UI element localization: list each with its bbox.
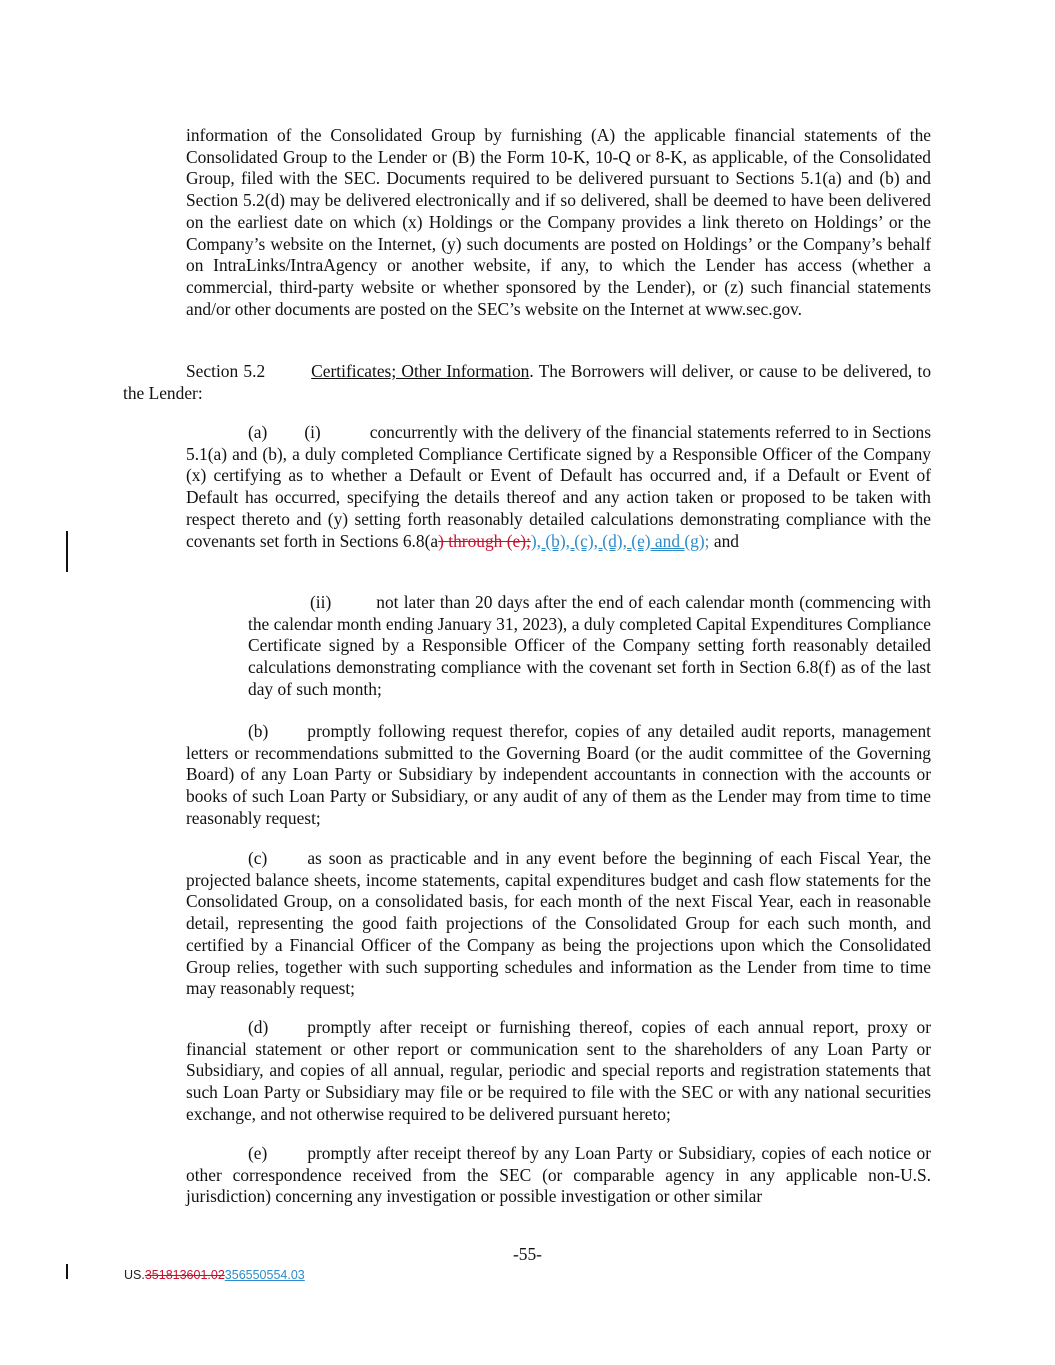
page-number: -55- [513,1244,542,1264]
change-bar [66,531,68,572]
doc-id-prefix: US. [124,1268,145,1282]
item-d [186,1017,931,1126]
section-number: Section 5.2 [186,361,266,381]
footer-change-bar [66,1264,68,1279]
item-d-label: (d) [248,1017,269,1037]
item-c-label: (c) [248,848,268,868]
paragraph-intro: information of the Consolidated Group by furnishing (A) the applicable financial statements of the Consolidated Group to the Lender or (B) the Form 10-K, 10-Q or 8-K, as applicable, of the Consolidated Group, filed with the SEC. Documents required to be delivered pursuant to Sections 5.1(a) and (b) and Section 5.2(d) may be delivered electronically and if so delivered, shall be deemed to have been delivered on the earliest date on which (x) Holdings or the Company provides a link thereto on Holdings’ or the Company’s website on the Internet, (y) such documents are posted on Holdings’ or the Company’s behalf on IntraLinks/IntraAgency or another website, if any, to which the Lender has access (whether a commercial, third-party website or whether sponsored by the Lender), or (z) such financial statements and/or other documents are posted on the SEC’s website on the Internet at www.sec.gov. [186,125,931,319]
section-title: Certificates; Other Information [311,361,530,381]
inserted-text: ), (b), (c), (d), (e) and (g); [530,530,710,551]
item-e [186,1143,931,1208]
item-a-label: (a) [248,422,268,442]
item-a-i-text-after: and [709,530,739,551]
item-a-i [186,422,931,552]
doc-id-deleted: 351813601.02 [144,1268,225,1282]
item-a-i-label: (i) [304,422,321,442]
item-d-text: promptly after receipt or furnishing thereof, copies of each annual report, proxy or financial statement or other report or communication sent to the shareholders of any Loan Party or Subsidiary, and copies of all annual, regular, periodic and special reports and registration statements that such Loan Party or Subsidiary may file or be required to file with the SEC or with any national securities exchange, and not otherwise required to be delivered pursuant hereto; [186,1017,931,1124]
item-b-text: promptly following request therefor, copies of any detailed audit reports, management letters or recommendations submitted to the Governing Board (or the audit committee of the Governing Board) of any Loan Party or Subsidiary by independent accountants in connection with the accounts or books of such Loan Party or Subsidiary, or any audit of any of them as the Lender may from time to time reasonably request; [186,721,931,828]
doc-id-inserted: 356550554.03 [224,1268,305,1282]
item-a-ii-text: not later than 20 days after the end of each calendar month (commencing with the calendar month ending January 31, 2023), a duly completed Capital Expenditures Compliance Certificate signed by a Responsible Officer of the Company setting forth reasonably detailed calculations demonstrating compliance with the covenant set forth in Section 6.8(f) as of the last day of such month; [248,592,931,699]
document-id [124,1265,305,1287]
item-b-label: (b) [248,721,269,741]
item-a-ii-label: (ii) [310,592,332,612]
item-a-i-text: concurrently with the delivery of the financial statements referred to in Sections 5.1(a) and (b), a duly completed Compliance Certificate signed by a Responsible Officer of the Company (x) certifying as to whether a Default or Event of Default has occurred and, if a Default or Event of Default has occurred, specifying the details thereof and any action taken or proposed to be taken with respect thereto and (y) setting forth reasonably detailed calculations demonstrating compliance with the covenants set forth in Sections 6.8(a [186,422,931,551]
deleted-text: ) through (e); [438,530,531,551]
section-intro-text: . The Borrowers will deliver, or cause to be delivered, to the Lender: [123,361,932,403]
section-5-2-heading-paragraph [123,361,931,404]
item-a-ii [248,592,931,701]
item-e-label: (e) [248,1143,268,1163]
item-e-text: promptly after receipt thereof by any Loan Party or Subsidiary, copies of each notice or other correspondence received from the SEC (or comparable agency in any applicable non-U.S. jurisdiction) concerning any investigation or possible investigation or other similar [186,1143,931,1207]
item-c [186,848,931,1000]
item-c-text: as soon as practicable and in any event before the beginning of each Fiscal Year, the projected balance sheets, income statements, capital expenditures budget and cash flow statements for the Consolidated Group, on a consolidated basis, for each month of the next Fiscal Year, each in reasonable detail, representing the good faith projections of the Consolidated Group for each such month, and certified by a Financial Officer of the Company as being the projections upon which the Consolidated Group relies, together with such supporting schedules and information as the Lender from time to time may reasonably request; [186,848,931,999]
item-b [186,721,931,830]
